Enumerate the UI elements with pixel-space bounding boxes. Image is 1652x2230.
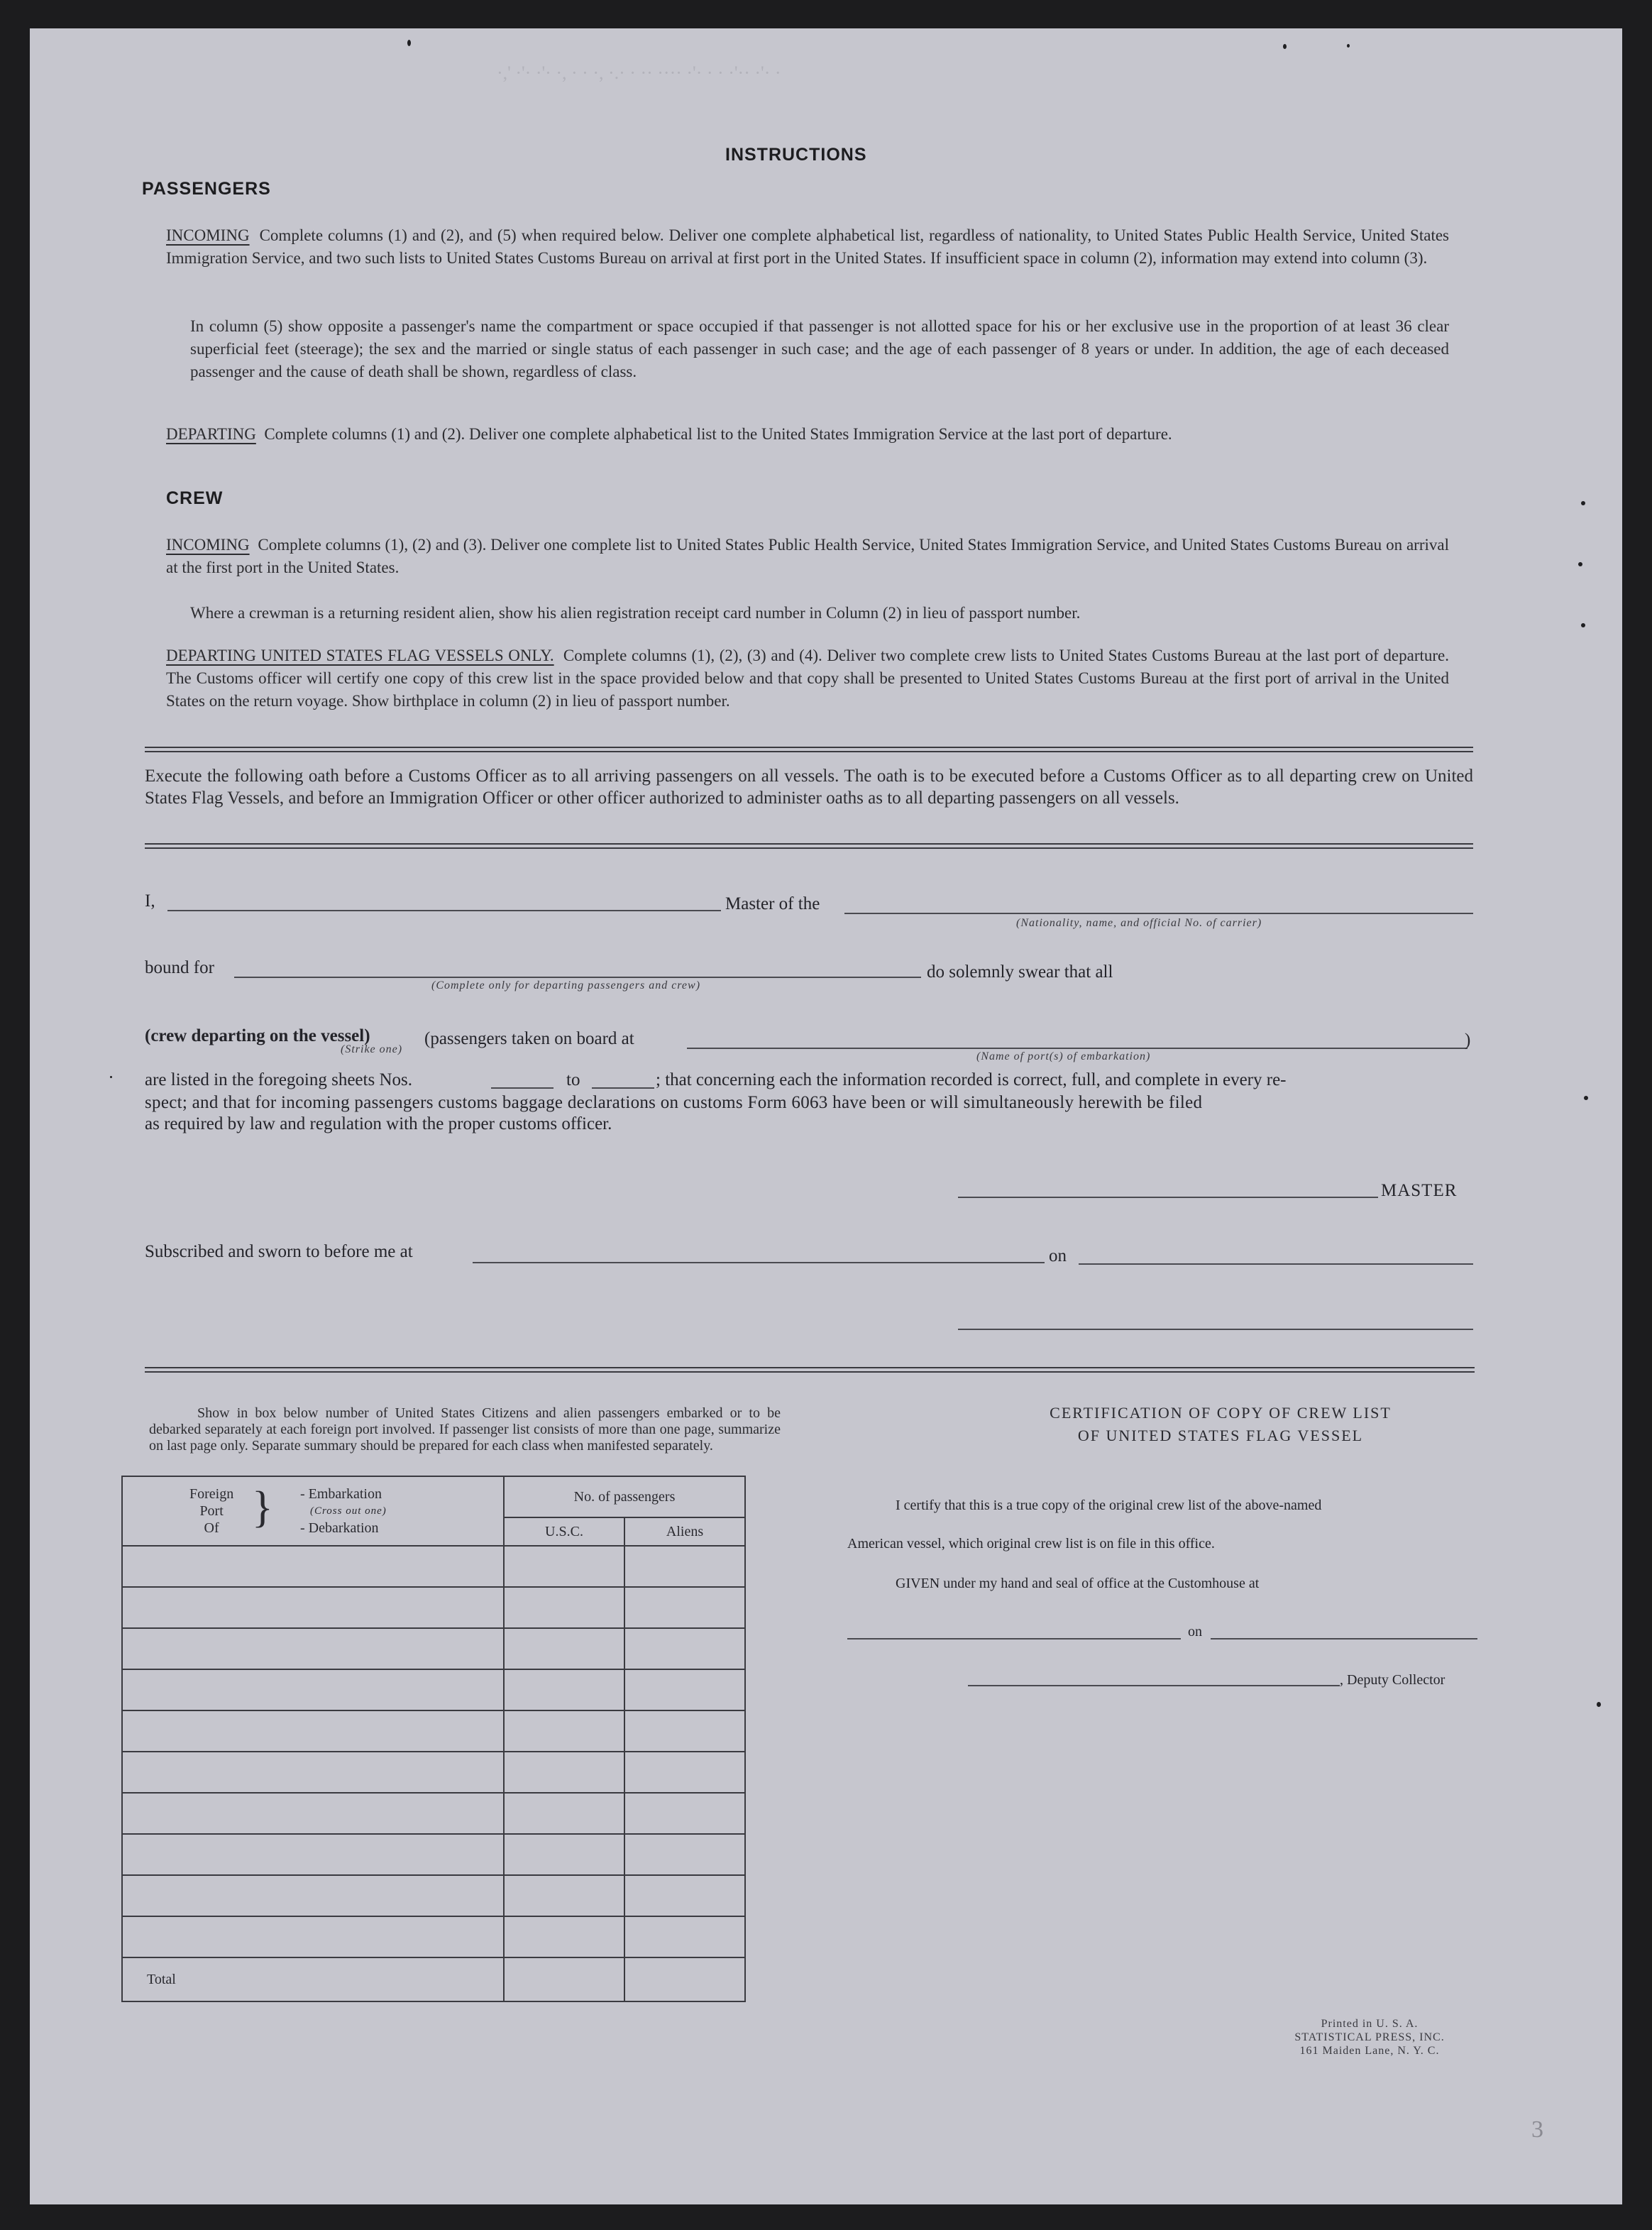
usc-cell[interactable] (504, 1546, 624, 1587)
port-cell[interactable] (122, 1875, 504, 1916)
swear-label: do solemnly swear that all (927, 962, 1113, 982)
passengers-departing-label: DEPARTING (166, 425, 256, 443)
port-cell[interactable] (122, 1752, 504, 1793)
passengers-heading: PASSENGERS (142, 179, 271, 199)
crew-incoming-paragraph (166, 534, 1449, 579)
table-row (122, 1628, 745, 1669)
crew-resident-paragraph: Where a crewman is a returning resident alien, show his alien registration receipt card number in Column (2) in lieu of passport number. (190, 604, 1081, 622)
certify-line-1: I certify that this is a true copy of the original crew list of the above-named (896, 1498, 1322, 1513)
table-row (122, 1875, 745, 1916)
brace-icon: } (252, 1483, 273, 1532)
usc-cell[interactable] (504, 1669, 624, 1710)
passengers-incoming-text: Complete columns (1) and (2), and (5) when required below. Deliver one complete alphabetical list, regardless of nationality, to United States Public Health Service, United States Immigration Service, and two such lists to United States Customs Bureau on arrival at first port in the United States. If insufficient space in column (2), information may extend into column (3). (166, 226, 1450, 267)
aliens-header: Aliens (624, 1517, 745, 1546)
deputy-signature-line[interactable] (968, 1685, 1340, 1686)
usc-cell[interactable] (504, 1916, 624, 1957)
printer-credit (1235, 2017, 1504, 2058)
aliens-cell[interactable] (624, 1793, 745, 1834)
strike-one-note: (Strike one) (341, 1043, 403, 1055)
port-cell[interactable] (122, 1546, 504, 1587)
sworn-date-field[interactable] (1079, 1263, 1473, 1265)
passengers-column5-paragraph: In column (5) show opposite a passenger's name the compartment or space occupied if that passenger is not allotted space for his or her exclusive use in the proportion of at least 36 clear superficial feet (steerage); the sex and the married or single status of each passenger in such case; and the age of each passenger of 8 years or under. In addition, the age of each deceased passenger and the cause of death shall be shown, regardless of class. (190, 317, 1449, 380)
embarkation-port-field[interactable] (687, 1048, 1467, 1049)
port-cell[interactable] (122, 1834, 504, 1875)
usc-cell[interactable] (504, 1875, 624, 1916)
corner-page-mark: 3 (1531, 2116, 1543, 2143)
port-label: Port (199, 1503, 224, 1519)
master-signature-line[interactable] (958, 1197, 1378, 1198)
table-row (122, 1793, 745, 1834)
printer-line-1: Printed in U. S. A. (1321, 2018, 1419, 2030)
table-row (122, 1752, 745, 1793)
of-label: Of (204, 1520, 219, 1536)
passengers-incoming-paragraph (166, 224, 1449, 270)
total-row (122, 1957, 745, 2001)
certification-date-field[interactable] (1211, 1638, 1477, 1639)
sheet-from-field[interactable] (491, 1087, 554, 1089)
scan-speck (407, 40, 411, 46)
crew-departing-label: DEPARTING UNITED STATES FLAG VESSELS ONLY. (166, 647, 554, 664)
close-paren: ) (1465, 1031, 1471, 1050)
bleed-through-text: ·,' ·'· ·'· ·, · · ·, ·.· · ·· ···· ·'· · · ·'·· ·'· · (497, 62, 781, 83)
deputy-collector-label: , Deputy Collector (1340, 1672, 1446, 1688)
scan-speck (1347, 44, 1350, 48)
subscribed-label: Subscribed and sworn to before me at (145, 1242, 413, 1261)
passenger-summary-table (121, 1476, 746, 2002)
sworn-place-field[interactable] (473, 1262, 1045, 1263)
usc-cell[interactable] (504, 1628, 624, 1669)
sworn-on-label: on (1049, 1246, 1067, 1265)
carrier-field[interactable] (844, 913, 1473, 914)
aliens-cell[interactable] (624, 1916, 745, 1957)
scan-speck (1584, 1096, 1588, 1100)
total-label: Total (122, 1957, 504, 2001)
crew-departing-option[interactable]: (crew departing on the vessel) (145, 1026, 370, 1045)
aliens-cell[interactable] (624, 1875, 745, 1916)
table-row (122, 1546, 745, 1587)
scan-speck (1597, 1702, 1601, 1707)
listed-line-3: as required by law and regulation with the proper customs officer. (145, 1114, 612, 1133)
scan-speck (1578, 562, 1582, 566)
table-row (122, 1587, 745, 1628)
section-divider (145, 843, 1473, 849)
port-cell[interactable] (122, 1916, 504, 1957)
aliens-cell[interactable] (624, 1752, 745, 1793)
passengers-incoming-label: INCOMING (166, 226, 250, 244)
scan-speck (1581, 623, 1585, 627)
port-cell[interactable] (122, 1710, 504, 1752)
bound-for-field[interactable] (234, 977, 921, 978)
listed-line-2: spect; and that for incoming passengers customs baggage declarations on customs Form 6063 have been or will simultaneously herewith be filed (145, 1093, 1203, 1112)
section-divider (145, 747, 1473, 752)
aliens-cell[interactable] (624, 1628, 745, 1669)
scan-speck (1283, 44, 1287, 49)
usc-cell[interactable] (504, 1793, 624, 1834)
aliens-cell[interactable] (624, 1669, 745, 1710)
aliens-total-cell[interactable] (624, 1957, 745, 2001)
carrier-note: (Nationality, name, and official No. of carrier) (1016, 917, 1262, 929)
listed-prefix: are listed in the foregoing sheets Nos. (145, 1070, 412, 1089)
usc-cell[interactable] (504, 1834, 624, 1875)
crew-departing-paragraph (166, 644, 1449, 713)
table-row (122, 1710, 745, 1752)
oath-instruction: Execute the following oath before a Customs Officer as to all arriving passengers on all vessels. The oath is to be executed before a Customs Officer as to all departing crew on United States Flag Vessels, and before an Immigration Officer or other officer authorized to administer oaths as to all departing passengers on all vessels. (145, 767, 1473, 808)
passengers-departing-text: Complete columns (1) and (2). Deliver one complete alphabetical list to the United States Immigration Service at the last port of departure. (264, 425, 1172, 443)
table-row (122, 1916, 745, 1957)
certification-on-label: on (1188, 1624, 1202, 1639)
bound-for-label: bound for (145, 958, 214, 977)
port-cell[interactable] (122, 1587, 504, 1628)
instructions-title: INSTRUCTIONS (725, 145, 867, 165)
printer-line-3: 161 Maiden Lane, N. Y. C. (1299, 2045, 1440, 2057)
foreign-label: Foreign (189, 1486, 234, 1502)
master-of-the-label: Master of the (725, 894, 820, 913)
given-line: GIVEN under my hand and seal of office at the Customhouse at (896, 1576, 1260, 1591)
embarkation-label[interactable]: - Embarkation (300, 1486, 382, 1502)
usc-cell[interactable] (504, 1752, 624, 1793)
master-name-field[interactable] (167, 910, 721, 911)
scan-speck (1581, 501, 1585, 505)
passengers-taken-option[interactable]: (passengers taken on board at (424, 1029, 634, 1048)
table-row (122, 1834, 745, 1875)
crew-departing-text: Complete columns (1), (2), (3) and (4). Deliver two complete crew lists to United States Customs Bureau at the last port of departure. The Customs officer will certify one copy of this crew list in the space provided below and that copy shall be presented to United States Customs Bureau at the first port of arrival in the United States on the return voyage. Show birthplace in column (2) in lieu of passport number. (166, 647, 1450, 710)
bound-for-note: (Complete only for departing passengers and crew) (431, 979, 701, 992)
crew-incoming-text: Complete columns (1), (2) and (3). Deliver one complete list to United States Public Health Service, United States Immigration Service, and United States Customs Bureau on arrival at the first port in the United States. (166, 536, 1449, 576)
usc-header: U.S.C. (504, 1517, 624, 1546)
debarkation-label[interactable]: - Debarkation (300, 1520, 379, 1536)
foreign-port-header (122, 1476, 504, 1546)
officer-signature-line[interactable] (958, 1329, 1473, 1330)
listed-suffix: ; that concerning each the information recorded is correct, full, and complete in every re- (656, 1070, 1287, 1089)
certification-title-line-1: CERTIFICATION OF COPY OF CREW LIST (1050, 1404, 1392, 1422)
crew-incoming-label: INCOMING (166, 536, 250, 554)
aliens-cell[interactable] (624, 1710, 745, 1752)
printer-line-2: STATISTICAL PRESS, INC. (1294, 2031, 1445, 2043)
port-cell[interactable] (122, 1793, 504, 1834)
certify-line-2: American vessel, which original crew list is on file in this office. (847, 1536, 1215, 1551)
section-divider (145, 1367, 1475, 1373)
oath-i-label: I, (145, 891, 155, 911)
usc-cell[interactable] (504, 1587, 624, 1628)
table-row (122, 1669, 745, 1710)
master-label: MASTER (1381, 1181, 1458, 1200)
aliens-cell[interactable] (624, 1546, 745, 1587)
to-label: to (566, 1070, 580, 1089)
summary-instruction: Show in box below number of United States Citizens and alien passengers embarked or to be debarked separately at each foreign port involved. If passenger list consists of more than one page, summarize on last page only. Separate summary should be prepared for each class when manifested separately. (149, 1405, 781, 1454)
embarkation-port-note: (Name of port(s) of embarkation) (976, 1050, 1151, 1062)
certification-title-line-2: OF UNITED STATES FLAG VESSEL (1077, 1427, 1364, 1444)
passengers-departing-paragraph (166, 423, 1449, 446)
cross-out-note: (Cross out one) (310, 1505, 387, 1517)
usc-total-cell[interactable] (504, 1957, 624, 2001)
sheet-to-field[interactable] (592, 1087, 654, 1089)
usc-cell[interactable] (504, 1710, 624, 1752)
customhouse-field[interactable] (847, 1638, 1181, 1639)
aliens-cell[interactable] (624, 1834, 745, 1875)
aliens-cell[interactable] (624, 1587, 745, 1628)
crew-heading: CREW (166, 488, 224, 508)
port-cell[interactable] (122, 1628, 504, 1669)
scan-speck (110, 1076, 112, 1078)
no-of-passengers-header: No. of passengers (504, 1476, 745, 1517)
port-cell[interactable] (122, 1669, 504, 1710)
